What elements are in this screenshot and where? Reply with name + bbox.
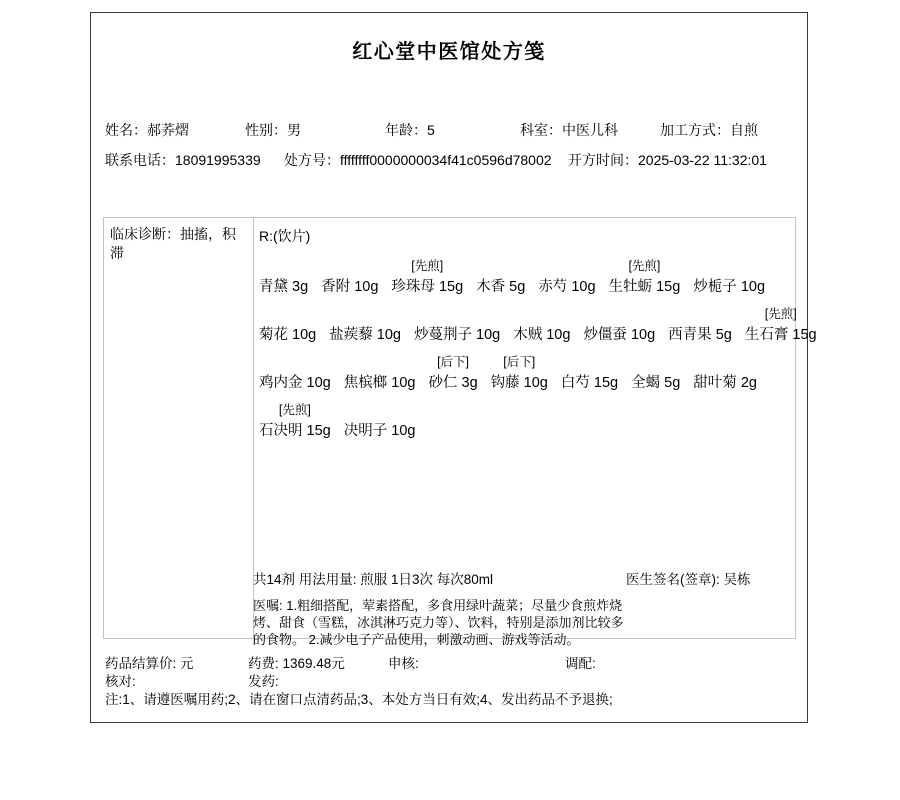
clinic-title: 红心堂中医馆处方笺	[352, 41, 546, 63]
herb-item	[631, 352, 680, 394]
drug-fee-field	[248, 652, 345, 672]
herb-dose: 10g	[376, 327, 401, 343]
decoction-tag	[259, 304, 316, 324]
check-field	[105, 670, 136, 690]
herb-dose: 5g	[664, 375, 681, 391]
decoction-tag	[259, 352, 331, 372]
doctor-signature-name: 吴栋	[723, 572, 751, 587]
phone-value: 18091995339	[175, 152, 261, 168]
decoction-tag	[476, 256, 525, 276]
herb-name: 甜叶菊	[693, 375, 737, 391]
herb-name-dose	[259, 372, 331, 394]
decoction-tag	[693, 256, 765, 276]
diagnosis-cell	[104, 218, 254, 645]
decoction-tag	[513, 304, 570, 324]
decoction-tag	[561, 352, 618, 372]
herb-dose: 2g	[740, 375, 757, 391]
decoction-tag: [后下]	[437, 355, 470, 369]
decoction-tag	[329, 304, 401, 324]
decoction-tag: [先煎]	[628, 259, 661, 273]
herb-item	[344, 352, 416, 394]
herb-item	[693, 256, 765, 298]
rx-footer	[253, 571, 798, 648]
herb-dose: 3g	[292, 279, 309, 295]
herb-name-dose	[538, 276, 595, 298]
drug-fee-value: 1369.48元	[282, 656, 345, 671]
herb-dose: 15g	[792, 327, 817, 343]
herb-name-dose	[259, 324, 316, 346]
doctor-signature	[626, 571, 751, 589]
herb-name-dose	[513, 324, 570, 346]
herb-dose: 10g	[391, 375, 416, 391]
prescription-time-field	[568, 150, 767, 170]
decoction-tag: [先煎]	[411, 259, 444, 273]
prescription-form	[90, 12, 817, 723]
phone-field	[105, 150, 261, 170]
processing-method-value: 自煎	[730, 122, 758, 138]
age-field	[385, 120, 435, 140]
herb-dose: 5g	[509, 279, 526, 295]
herb-item	[344, 400, 416, 442]
herb-dose: 10g	[391, 423, 416, 439]
gender-label: 性别：	[245, 122, 287, 138]
department-field	[520, 120, 618, 140]
decoction-tag	[538, 256, 595, 276]
herb-dose: 10g	[292, 327, 317, 343]
herb-name: 钩藤	[490, 375, 520, 391]
herb-name-dose	[414, 324, 500, 346]
dispensing-prep-field	[565, 652, 596, 672]
herb-item	[491, 352, 548, 394]
herb-name: 西青果	[668, 327, 712, 343]
settlement-price-value: 元	[180, 656, 194, 671]
decoction-tag	[693, 352, 757, 372]
herb-item	[538, 256, 595, 298]
herb-name: 盐蒺藜	[329, 327, 373, 343]
decoction-tag	[668, 304, 732, 324]
herb-name-dose	[668, 324, 732, 346]
herb-name: 香附	[321, 279, 351, 295]
herb-dose: 10g	[546, 327, 571, 343]
decoction-tag: [先煎]	[764, 307, 797, 321]
medical-advice: 医嘱: 1.粗细搭配，荤素搭配，多食用绿叶蔬菜；尽量少食煎炸烧烤、甜食（雪糕，冰淇淋巧克力等）、饮料，特别是添加剂比较多的食物。 2.减少电子产品使用，刺激动画、游戏等活动。	[253, 598, 624, 647]
herb-name-dose	[491, 372, 548, 394]
herb-name-dose	[745, 324, 817, 346]
decoction-tag	[344, 400, 416, 420]
herb-name-dose	[609, 276, 681, 298]
herb-item	[609, 256, 681, 298]
age-label: 年龄：	[385, 122, 427, 138]
herb-name-dose	[693, 372, 757, 394]
dose-usage-text: 共14剂 用法用量: 煎服 1日3次 每次80ml	[253, 572, 494, 587]
herb-name: 生石膏	[744, 327, 789, 343]
herb-name: 木香	[476, 279, 506, 295]
herb-name: 石决明	[259, 423, 303, 439]
herb-item	[476, 256, 525, 298]
herb-line	[259, 304, 817, 346]
herb-dose: 10g	[476, 327, 501, 343]
herb-dose: 15g	[438, 279, 464, 295]
herb-name: 白芍	[560, 375, 590, 391]
phone-label: 联系电话：	[105, 152, 175, 168]
review-field	[388, 652, 419, 672]
prescription-no-field	[284, 150, 552, 170]
herb-name-dose	[428, 372, 477, 394]
herb-item	[391, 256, 463, 298]
herb-name: 赤芍	[538, 279, 568, 295]
herb-name-dose	[476, 276, 525, 298]
herb-item	[583, 304, 655, 346]
herb-item	[259, 352, 331, 394]
herb-item	[693, 352, 757, 394]
herb-dose: 10g	[306, 375, 331, 391]
decoction-tag	[631, 352, 680, 372]
herb-dose: 15g	[306, 423, 331, 439]
decoction-tag	[321, 256, 378, 276]
diagnosis-label: 临床诊断：	[110, 226, 180, 242]
decoction-tag: [先煎]	[278, 403, 311, 417]
herb-name: 鸡内金	[259, 375, 303, 391]
herb-line	[259, 256, 795, 298]
herb-item	[414, 304, 500, 346]
herb-name: 炒栀子	[693, 279, 737, 295]
herb-item	[329, 304, 401, 346]
herb-name: 全蝎	[631, 375, 661, 391]
herb-name: 炒僵蚕	[583, 327, 627, 343]
diagnosis-value: 抽搐，积滞	[110, 226, 236, 261]
settlement-price-field	[105, 652, 194, 672]
herb-line	[259, 400, 795, 442]
herb-item	[745, 304, 817, 346]
prescription-time-label: 开方时间：	[568, 152, 638, 168]
dispensing-prep-label: 调配:	[565, 656, 596, 671]
herb-dose: 10g	[571, 279, 596, 295]
prescription-no-value: ffffffff0000000034f41c0596d78002	[340, 152, 552, 168]
herb-name: 砂仁	[428, 375, 458, 391]
herb-name-dose	[391, 276, 463, 298]
age-value: 5	[427, 122, 435, 138]
herb-name: 炒蔓荆子	[413, 327, 472, 343]
gender-value: 男	[287, 122, 301, 138]
herb-dose: 10g	[523, 375, 548, 391]
herb-item	[513, 304, 570, 346]
herb-item	[259, 400, 331, 442]
herb-name-dose	[693, 276, 765, 298]
check-label: 核对:	[105, 674, 136, 689]
herb-item	[321, 256, 378, 298]
herb-dose: 10g	[740, 279, 766, 295]
herb-name-dose	[344, 372, 416, 394]
herb-name: 生牡蛎	[608, 279, 653, 295]
herb-name: 菊花	[259, 327, 288, 343]
herb-name-dose	[583, 324, 655, 346]
herb-item	[668, 304, 732, 346]
prescription-body	[103, 217, 817, 647]
herb-name-dose	[259, 420, 331, 442]
usage-row	[253, 571, 798, 589]
herb-list	[259, 256, 817, 442]
dispense-out-label: 发药:	[248, 674, 279, 689]
herb-name-dose	[321, 276, 378, 298]
decoction-tag	[344, 352, 416, 372]
doctor-signature-label: 医生签名(签章):	[626, 572, 724, 587]
name-value: 郝荞熠	[147, 122, 189, 138]
department-label: 科室：	[520, 122, 562, 138]
dispense-out-field	[248, 670, 279, 690]
footer-note: 注:1、请遵医嘱用药;2、请在窗口点清药品;3、本处方当日有效;4、发出药品不予退换;	[105, 692, 613, 707]
herb-dose: 5g	[715, 327, 732, 343]
rx-header: R:(饮片)	[259, 228, 311, 244]
herb-item	[259, 304, 316, 346]
herb-name-dose	[561, 372, 618, 394]
decoction-tag: [后下]	[503, 355, 536, 369]
herb-name: 珍珠母	[391, 279, 435, 295]
name-field	[105, 120, 189, 140]
herb-dose: 10g	[354, 279, 379, 295]
herb-dose: 15g	[656, 279, 681, 295]
review-label: 申核:	[388, 656, 419, 671]
prescription-time-value: 2025-03-22 11:32:01	[638, 152, 767, 168]
prescription-no-label: 处方号：	[284, 152, 340, 168]
herb-dose: 10g	[630, 327, 656, 343]
decoction-tag	[583, 304, 655, 324]
gender-field	[245, 120, 301, 140]
herb-name-dose	[329, 324, 401, 346]
herb-name: 决明子	[343, 423, 388, 439]
herb-item	[561, 352, 618, 394]
herb-name: 焦槟榔	[343, 375, 388, 391]
herb-line	[259, 352, 795, 394]
herb-name-dose	[259, 276, 308, 298]
herb-item	[259, 256, 308, 298]
processing-method-label: 加工方式：	[660, 122, 730, 138]
herb-dose: 3g	[461, 375, 478, 391]
decoction-tag	[259, 256, 308, 276]
herb-name-dose	[631, 372, 680, 394]
herb-name-dose	[344, 420, 416, 442]
herb-name: 木贼	[513, 327, 543, 343]
settlement-price-label: 药品结算价:	[105, 656, 181, 671]
decoction-tag	[414, 304, 500, 324]
name-label: 姓名：	[105, 122, 147, 138]
drug-fee-label: 药费:	[248, 656, 283, 671]
department-value: 中医儿科	[562, 122, 618, 138]
herb-dose: 15g	[593, 375, 619, 391]
herb-name: 青黛	[259, 279, 288, 295]
herb-item	[428, 352, 477, 394]
processing-method-field	[660, 120, 758, 140]
